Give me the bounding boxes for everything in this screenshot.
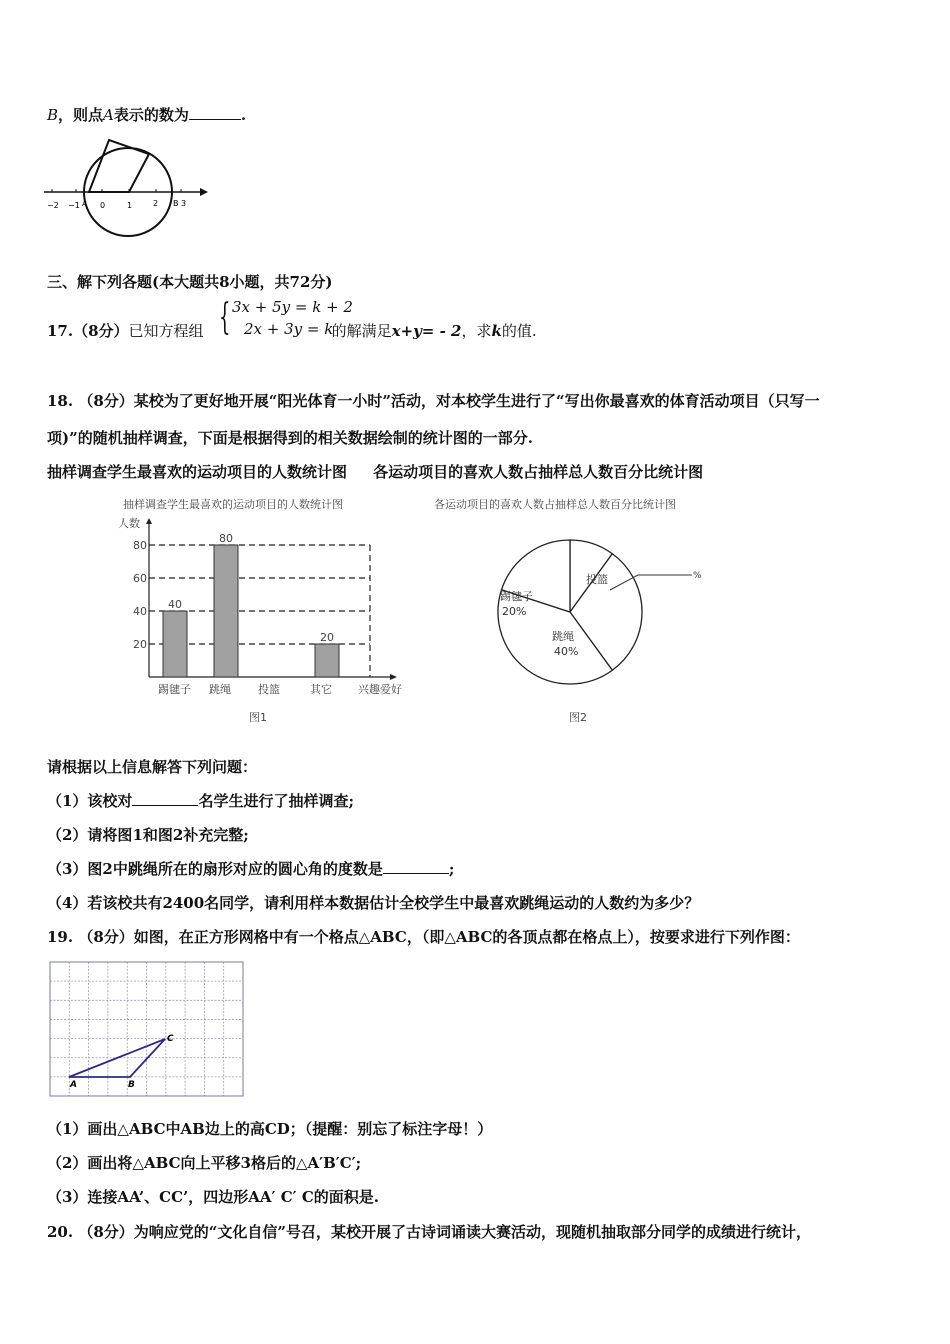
q17-condition: x+y= - 2 [391,322,462,340]
slice-pct-label: 20% [502,605,527,618]
answer-blank[interactable] [132,793,198,806]
sub3-text-a: （3）图2中跳绳所在的扇形对应的圆心角的度数是 [47,860,383,878]
slice-label: 跳绳 [552,630,574,643]
answer-blank[interactable] [189,107,241,120]
equation-system [222,296,353,340]
q18-line2: 项)”的随机抽样调查，下面是根据得到的相关数据绘制的统计图的一部分. [47,429,533,447]
tick-label: 0 [100,201,106,210]
x-tick-label: 其它 [310,683,332,696]
section-heading: 三、解下列各题(本大题共8小题，共72分) [47,273,333,291]
square-shape [89,140,149,192]
q18-sub2: （2）请将图1和图2补充完整; [47,826,249,844]
bar-value-label: 80 [219,532,233,545]
tick-label: −1 [68,201,80,210]
vertex-c-label: C [167,1034,174,1044]
bar-chart-title: 抽样调查学生最喜欢的运动项目的人数统计图 [123,498,343,511]
bar [163,611,187,677]
sub3-text-b: ; [448,860,455,878]
q18-line1: 18. （8分）某校为了更好地开展“阳光体育一小时”活动，对本校学生进行了“写出你最喜欢的体育活动项目（只写一 [47,392,820,410]
slice-label: 踢毽子 [500,590,533,603]
bar-chart [115,492,425,724]
x-tick-label: 踢毽子 [158,683,191,696]
bar-value-label: 20 [320,631,334,644]
equation-1: 3x + 5y = k + 2 [232,298,353,316]
q16-tail-line [47,104,246,125]
q19-sub2: （2）画出将△ABC向上平移3格后的△A′B′C′; [47,1154,362,1172]
sub1-text-b: 名学生进行了抽样调查; [198,792,354,810]
figure-1-caption: 图1 [249,711,267,724]
tick-label: B [173,199,179,208]
x-tick-label: 跳绳 [209,683,231,696]
q16-text1: ，则点 [58,106,104,124]
q19-sub1: （1）画出△ABC中AB边上的高CD；（提醒：别忘了标注字母！） [47,1120,493,1138]
y-tick-label: 80 [133,539,147,552]
q16-end: . [240,106,247,124]
figure-2-caption: 图2 [569,711,587,724]
q19-sub3: （3）连接AA’、CC’，四边形AA′ C′ C的面积是. [47,1188,379,1206]
chart-captions: 抽样调查学生最喜欢的运动项目的人数统计图 各运动项目的喜欢人数占抽样总人数百分比统计图 [47,463,704,481]
slice-pct-label: % [693,571,702,581]
bar [214,545,238,677]
q17-k: k [491,322,502,340]
q17-text1: 已知方程组 [128,322,204,340]
q17-text3: ，求 [461,322,492,340]
q17-number: 17. [47,322,74,340]
point-b-label: B [47,106,59,124]
bar [315,644,339,677]
tick-label: 3 [181,199,187,208]
tick-label: 2 [153,199,159,208]
axis-arrow [200,188,208,196]
tick-label: −2 [47,201,59,210]
q18-prompt: 请根据以上信息解答下列问题： [47,758,258,776]
q19-line1: 19. （8分）如图，在正方形网格中有一个格点△ABC，（即△ABC的各顶点都在格点上），按要求进行下列作图： [47,928,800,946]
vertex-b-label: B [128,1080,135,1090]
q18-sub1 [47,790,354,811]
q18-sub4: （4）若该校共有2400名同学，请利用样本数据估计全校学生中最喜欢跳绳运动的人数约为多少？ [47,894,700,912]
point-a-label: A [103,106,114,124]
q20-line1: 20. （8分）为响应党的“文化自信”号召，某校开展了古诗词诵读大赛活动，现随机抽取部分同学的成绩进行统计， [47,1223,812,1241]
slice-pct-label: 40% [554,645,579,658]
bar-value-label: 40 [168,598,182,611]
tick-label: A [82,200,87,208]
x-axis-label: 兴趣爱好 [358,683,402,696]
pie-chart-title: 各运动项目的喜欢人数占抽样总人数百分比统计图 [434,498,676,511]
q17-text4: 的值. [501,322,537,340]
q18-sub3 [47,858,454,879]
y-tick-label: 60 [133,572,147,585]
vertex-a-label: A [70,1080,77,1090]
slice-label: 投篮 [586,573,608,586]
q17-score: （8分） [73,322,129,340]
equation-brace: { [219,297,231,338]
y-axis-label: 人数 [118,517,140,530]
numberline-figure [40,132,215,240]
sub1-text-a: （1）该校对 [47,792,133,810]
grid-figure [48,960,248,1100]
tick-label: 1 [127,201,133,210]
x-tick-label: 投篮 [258,683,280,696]
q17-text2: 的解满足 [331,322,392,340]
y-tick-label: 20 [133,638,147,651]
q16-text2: 表示的数为 [113,106,189,124]
equation-2: 2x + 3y = k [244,320,334,338]
pie-chart [430,492,740,724]
y-tick-label: 40 [133,605,147,618]
answer-blank[interactable] [383,861,449,874]
